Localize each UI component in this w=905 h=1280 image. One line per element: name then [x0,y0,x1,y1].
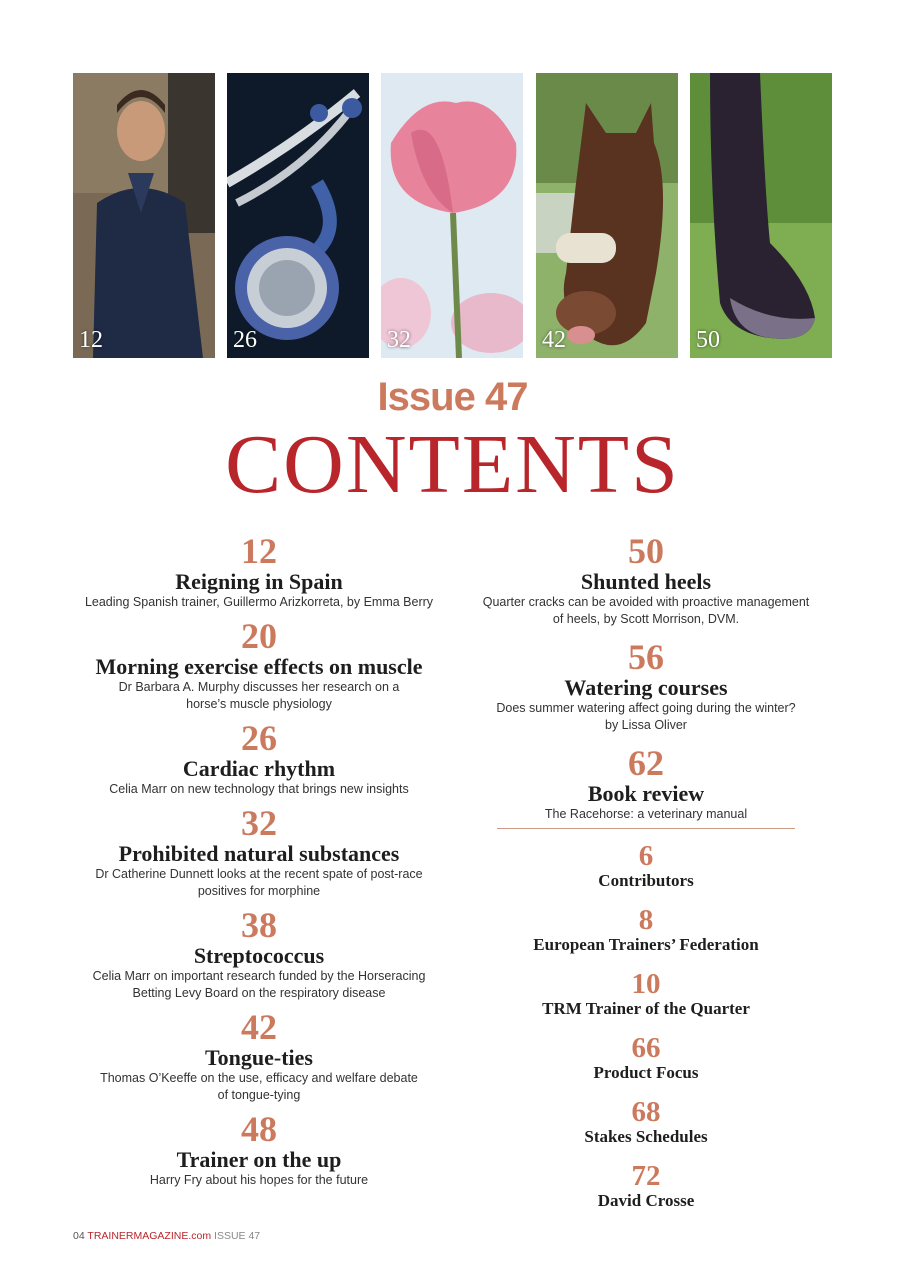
entry-title: Watering courses [564,675,728,700]
photo-page-number: 50 [696,327,720,353]
entry-title: Prohibited natural substances [118,841,400,866]
entry-description: horse’s muscle physiology [186,697,332,711]
entry-page-number: 62 [628,743,664,783]
photo-page-number: 12 [79,327,103,353]
entry-title: Reigning in Spain [175,569,343,594]
contents-entry[interactable] [468,532,824,628]
photo-poppy [381,73,523,358]
photo-horse [536,73,678,358]
entry-title: Shunted heels [580,569,712,594]
regular-entry[interactable] [468,1097,824,1147]
contents-entry[interactable] [70,804,448,900]
entry-description: Quarter cracks can be avoided with proactive management [482,595,810,609]
entry-page-number: 20 [241,616,277,656]
footer-site-link[interactable]: TRAINERMAGAZINE.com [87,1230,212,1242]
contents-entry[interactable] [468,744,824,823]
contents-entry[interactable] [70,1110,448,1189]
regulars-list [468,841,824,1211]
photo-page-number: 42 [542,327,566,353]
entry-page-number: 48 [241,1109,277,1149]
regular-entry[interactable] [468,1033,824,1083]
photo-page-number: 32 [387,327,411,353]
regular-entry[interactable] [468,969,824,1019]
photo-hoof [690,73,832,358]
page-title: CONTENTS [225,418,680,511]
entry-title: Cardiac rhythm [182,756,336,781]
entry-description: Dr Barbara A. Murphy discusses her research on a [118,680,400,694]
entry-description: positives for morphine [197,884,321,898]
entry-description: Celia Marr on new technology that brings new insights [109,782,409,796]
entry-description: Leading Spanish trainer, Guillermo Arizkorreta, by Emma Berry [84,595,434,609]
photo-page-number: 26 [233,327,257,353]
regular-entry[interactable] [468,841,824,891]
entry-page-number: 66 [631,1032,661,1064]
entry-title: Morning exercise effects on muscle [95,654,423,679]
contents-entry[interactable] [468,638,824,734]
entry-title: Streptococcus [193,943,325,968]
contents-entry[interactable] [70,532,448,611]
entry-title: European Trainers’ Federation [533,935,759,954]
entry-description: Dr Catherine Dunnett looks at the recent spate of post-race [95,867,423,881]
contents-entry[interactable] [70,617,448,713]
entry-page-number: 6 [638,840,654,872]
entry-title: Stakes Schedules [584,1127,708,1146]
regular-entry[interactable] [468,1161,824,1211]
entry-title: TRM Trainer of the Quarter [542,999,750,1018]
issue-label: Issue 47 [377,375,528,419]
contents-right-column [468,532,824,823]
section-divider [497,828,795,829]
entry-page-number: 10 [631,968,661,1000]
entry-description: Does summer watering affect going during the winter? [496,701,796,715]
entry-page-number: 42 [241,1007,277,1047]
entry-page-number: 56 [628,637,664,677]
entry-page-number: 26 [241,718,277,758]
entry-description: by Lissa Oliver [605,718,687,732]
entry-page-number: 8 [638,904,654,936]
entry-title: Contributors [598,871,694,890]
entry-title: David Crosse [597,1191,695,1210]
entry-description: of tongue-tying [217,1088,301,1102]
entry-page-number: 32 [241,803,277,843]
footer-page-number: 04 [73,1230,85,1242]
entry-title: Trainer on the up [176,1147,342,1172]
entry-description: Betting Levy Board on the respiratory disease [132,986,386,1000]
contents-entry[interactable] [70,1008,448,1104]
entry-page-number: 72 [631,1160,661,1192]
entry-title: Book review [587,781,705,806]
contents-entry[interactable] [70,906,448,1002]
contents-entry[interactable] [70,719,448,798]
entry-title: Product Focus [593,1063,699,1082]
entry-title: Tongue-ties [205,1045,313,1070]
page-footer [73,1230,260,1242]
photo-trainer [73,73,215,358]
entry-description: Celia Marr on important research funded by the Horseracing [92,969,426,983]
entry-description: of heels, by Scott Morrison, DVM. [552,612,740,626]
footer-issue: ISSUE 47 [214,1230,261,1242]
entry-page-number: 68 [631,1096,661,1128]
contents-left-column [70,532,448,1189]
entry-description: Harry Fry about his hopes for the future [149,1173,369,1187]
photo-stethoscope [227,73,369,358]
entry-description: The Racehorse: a veterinary manual [544,807,748,821]
entry-description: Thomas O’Keeffe on the use, efficacy and welfare debate [100,1071,418,1085]
regular-entry[interactable] [468,905,824,955]
entry-page-number: 38 [241,905,277,945]
entry-page-number: 12 [241,531,277,571]
entry-page-number: 50 [628,531,664,571]
